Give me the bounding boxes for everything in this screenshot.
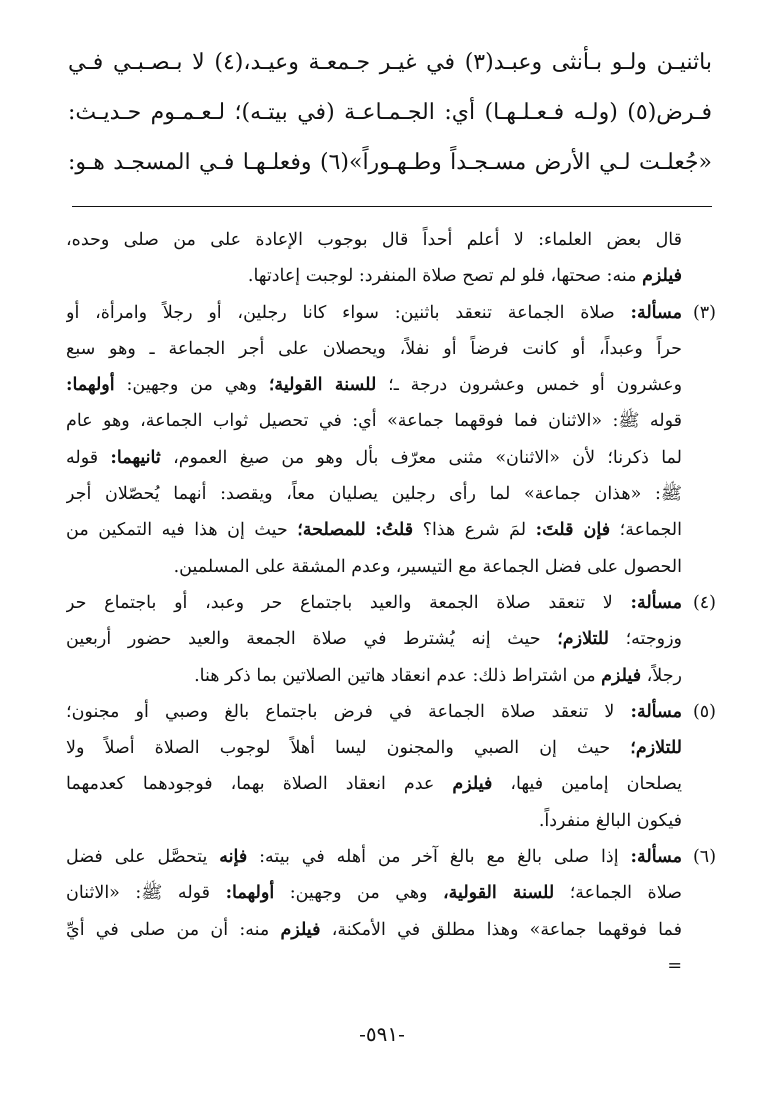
footnote-line [66, 621, 716, 657]
main-text [68, 38, 712, 188]
footnote-text: صلاة الجماعة؛ للسنة القولية، وهي من وجهين: أولهما: قوله ﷺ: «الاثنان [66, 883, 682, 904]
footnote-line [66, 803, 716, 839]
footnote-text: رجلاً، فيلزم من اشتراط ذلك: عدم انعقاد هاتين الصلاتين بما ذكر هنا. [194, 665, 682, 686]
footnote-number: (٣) [692, 302, 716, 323]
footnote-text: الجماعة؛ فإن قلتَ: لمَ شرع هذا؟ قلتُ: للمصلحة؛ حيث إن هذا فيه التمكين من [66, 520, 682, 541]
footnote-line [66, 585, 716, 621]
footnote-line [66, 512, 716, 548]
footnote-text: وزوجته؛ للتلازم؛ حيث إنه يُشترط في صلاة الجمعة والعيد حضور أربعين [66, 629, 682, 650]
footnote-number: (٤) [692, 592, 716, 613]
footnote-text: وعشرون أو خمس وعشرون درجة ـ؛ للسنة القولية؛ وهي من وجهين: أولهما: [66, 375, 683, 396]
footnote-text: = [667, 955, 682, 976]
footnote-text: مسألة: لا تنعقد صلاة الجمعة والعيد باجتماع حر وعبد، أو باجتماع حر [66, 592, 682, 613]
footnote-line [66, 295, 716, 331]
footnote-line [66, 766, 716, 802]
footnote-number: (٦) [692, 847, 716, 868]
footnote-line [66, 694, 716, 730]
footnote-separator [72, 206, 712, 207]
page-number: -٥٩١- [359, 1022, 405, 1046]
main-text-line: فـرض(٥) (ولـه فـعـلـهـا) أي: الجـمـاعـة (في بيتـه)؛ لـعـمـوم حـديـث: [68, 100, 712, 125]
footnote-text: فيلزم منه: صحتها، فلو لم تصح صلاة المنفرد: لوجبت إعادتها. [247, 266, 682, 287]
main-text-line: باثنيـن ولـو بـأنثى وعبـد(٣) في غيـر جـمعـة وعيـد،(٤) لا بـصـبـي فـي [68, 50, 712, 75]
footnote-text: للتلازم؛ حيث إن الصبي والمجنون ليسا أهلاً لوجوب الصلاة أصلاً ولا [66, 738, 682, 759]
footnote-line [66, 403, 716, 439]
footnote-line [66, 875, 716, 911]
footnote-text: فما فوقهما جماعة» وهذا مطلق في الأمكنة، فيلزم منه: أن من صلى في أيِّ [66, 919, 683, 940]
footnote-line [66, 331, 716, 367]
footnote-line [66, 948, 716, 984]
footnote-line [66, 658, 716, 694]
footnote-line [66, 912, 716, 948]
footnote-text: حراً وعبداً، أو كانت فرضاً أو نفلاً، ويحصلان على أجر الجماعة ـ وهو سبع [66, 338, 682, 359]
main-text-line: «جُعلـت لـي الأرض مسـجـداً وطـهـوراً»(٦) وفعلـهـا فـي المسجـد هـو: [68, 150, 712, 175]
footnote-number: (٥) [692, 701, 716, 722]
footnote-line [66, 839, 716, 875]
footnote-text: ﷺ: «هذان جماعة» لما رأى رجلين يصليان معاً، ويقصد: أنهما يُحصّلان أجر [66, 484, 682, 505]
footnote-line [66, 222, 716, 258]
footnote-text: الحصول على فضل الجماعة مع التيسير، وعدم المشقة على المسلمين. [173, 556, 682, 577]
footnote-line [66, 730, 716, 766]
footnote-text: يصلحان إمامين فيها، فيلزم عدم انعقاد الصلاة بهما، فوجودهما كعدمهما [66, 774, 682, 795]
footnote-text: قال بعض العلماء: لا أعلم أحداً قال بوجوب الإعادة على من صلى وحده، [66, 230, 682, 250]
footnote-text: فيكون البالغ منفرداً. [538, 810, 682, 831]
footnote-text: قوله ﷺ: «الاثنان فما فوقهما جماعة» أي: في تحصيل ثواب الجماعة، وهو عام [66, 411, 682, 432]
footnote-text: مسألة: لا تنعقد صلاة الجماعة في فرض باجتماع بالغ وصبي أو مجنون؛ [66, 701, 682, 722]
footnote-line [66, 367, 716, 403]
footnote-line [66, 440, 716, 476]
footnotes [66, 222, 716, 984]
footnote-text: مسألة: إذا صلى بالغ مع بالغ آخر من أهله في بيته: فإنه يتحصَّل على فضل [66, 847, 683, 868]
footnote-line [66, 476, 716, 512]
footnote-text: مسألة: صلاة الجماعة تنعقد باثنين: سواء كانا رجلين، أو رجلاً وامرأة، أو [66, 302, 682, 323]
footnote-text: لما ذكرنا؛ لأن «الاثنان» مثنى معرّف بأل وهو من صيغ العموم، ثانيهما: قوله [66, 447, 682, 468]
footnote-line [66, 549, 716, 585]
footnote-line [66, 258, 716, 294]
